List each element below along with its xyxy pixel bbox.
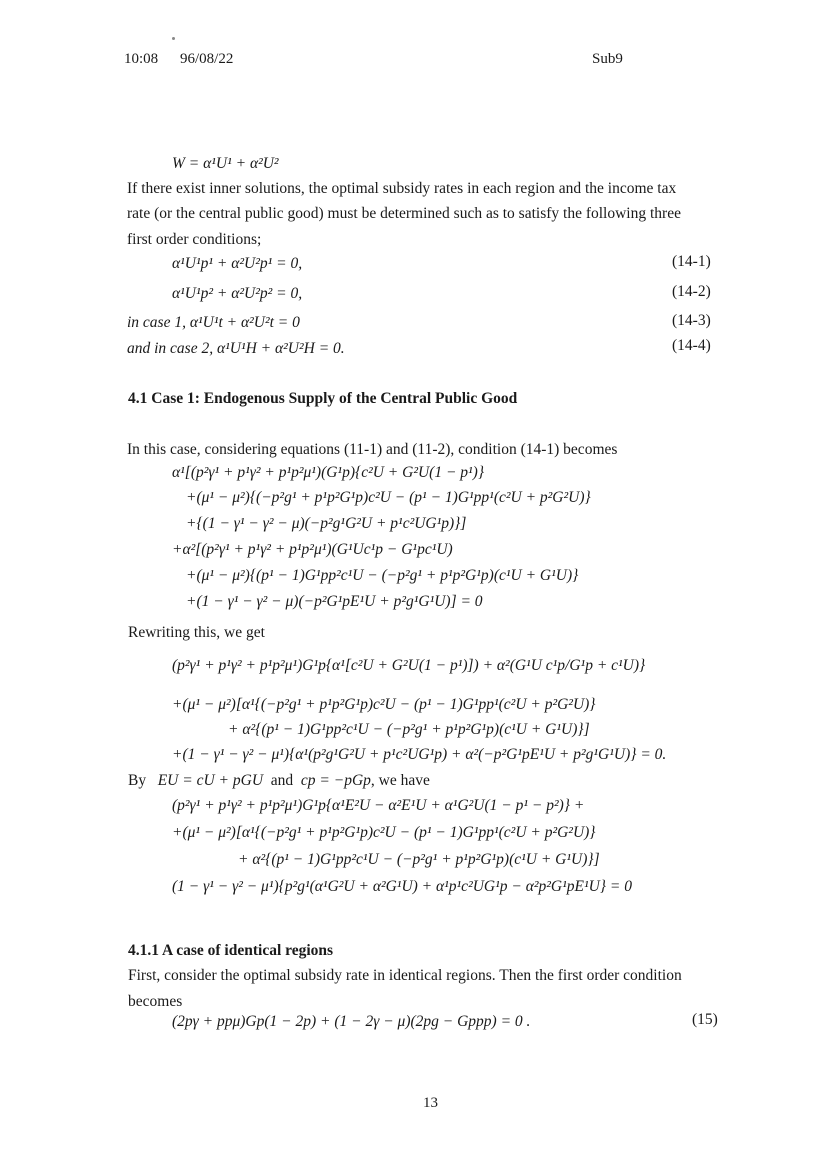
identity-cp: cp = −pGp: [300, 772, 371, 789]
derivation-3-line-4: (1 − γ¹ − γ² − μ¹){p²g¹(α¹G²U + α²G¹U) + α¹p¹c²UG¹p − α²p²G¹pE¹U} = 0: [172, 878, 632, 895]
subsection-line-2: becomes: [128, 993, 183, 1010]
final-equation: (2pγ + ppμ)Gp(1 − 2p) + (1 − 2γ − μ)(2pg − Gppp) = 0 .: [172, 1013, 531, 1030]
header-date: 96/08/22: [180, 51, 234, 67]
condition-14-1: α¹U¹p¹ + α²U²p¹ = 0,: [172, 255, 303, 272]
derivation-2-line-1: (p²γ¹ + p¹γ² + p¹p²μ¹)G¹p{α¹[c²U + G²U(1 − p¹)]) + α²(G¹U c¹p/G¹p + c¹U)}: [172, 657, 646, 674]
derivation-1-line-5: +(μ¹ − μ²){(p¹ − 1)G¹pp²c¹U − (−p²g¹ + p¹p²G¹p)(c¹U + G¹U)}: [186, 567, 579, 584]
section-heading: 4.1 Case 1: Endogenous Supply of the Central Public Good: [128, 390, 518, 407]
and-word: and: [270, 772, 294, 789]
derivation-3-line-1: (p²γ¹ + p¹γ² + p¹p²μ¹)G¹p{α¹E²U − α²E¹U + α¹G²U(1 − p¹ − p²)} +: [172, 797, 585, 814]
derivation-1-line-2: +(μ¹ − μ²){(−p²g¹ + p¹p²G¹p)c²U − (p¹ − 1)G¹pp¹(c²U + p²G²U)}: [186, 489, 591, 506]
header-file-label: Sub9: [592, 51, 623, 67]
intro-line-2: rate (or the central public good) must be determined such as to satisfy the following three: [127, 205, 681, 222]
intro-line-1: If there exist inner solutions, the optimal subsidy rates in each region and the income tax: [127, 180, 677, 197]
condition-14-4: and in case 2, α¹U¹H + α²U²H = 0.: [127, 340, 345, 357]
rewrite-label: Rewriting this, we get: [128, 624, 265, 641]
derivation-1-line-6: +(1 − γ¹ − γ² − μ)(−p²G¹pE¹U + p²g¹G¹U)] = 0: [186, 593, 483, 610]
derivation-2-line-4: +(1 − γ¹ − γ² − μ¹){α¹(p²g¹G²U + p¹c²UG¹p) + α²(−p²G¹pE¹U + p²g¹G¹U)} = 0.: [172, 746, 667, 763]
intro-line-3: first order conditions;: [127, 231, 262, 248]
condition-14-2: α¹U¹p² + α²U²p² = 0,: [172, 285, 303, 302]
section-intro: In this case, considering equations (11-1) and (11-2), condition (14-1) becomes: [127, 441, 618, 458]
scan-mark: [172, 37, 175, 40]
derivation-1-line-4: +α²[(p²γ¹ + p¹γ² + p¹p²μ¹)(G¹Uc¹p − G¹pc¹U): [172, 541, 453, 558]
subsection-line-1: First, consider the optimal subsidy rate in identical regions. Then the first order condition: [128, 967, 682, 984]
condition-14-4-number: (14-4): [672, 337, 711, 354]
derivation-3-line-2: +(μ¹ − μ²)[α¹{(−p²g¹ + p¹p²G¹p)c²U − (p¹ − 1)G¹pp¹(c²U + p²G²U)}: [172, 824, 596, 841]
derivation-1-line-3: +{(1 − γ¹ − γ² − μ)(−p²g¹G²U + p¹c²UG¹p)}]: [186, 515, 467, 532]
condition-14-1-number: (14-1): [672, 253, 711, 270]
derivation-3-line-3: + α²{(p¹ − 1)G¹pp²c¹U − (−p²g¹ + p¹p²G¹p)(c¹U + G¹U)}]: [238, 851, 600, 868]
derivation-1-line-1: α¹[(p²γ¹ + p¹γ² + p¹p²μ¹)(G¹p){c²U + G²U(1 − p¹)}: [172, 464, 485, 481]
header-timestamp: 10:08: [124, 51, 159, 67]
by-suffix: , we have: [370, 772, 430, 789]
subsection-heading: 4.1.1 A case of identical regions: [128, 942, 334, 959]
condition-14-2-number: (14-2): [672, 283, 711, 300]
final-equation-number: (15): [692, 1011, 718, 1028]
by-line: [128, 772, 430, 790]
identity-eu: EU = cU + pGU: [157, 772, 264, 789]
objective-equation: W = α¹U¹ + α²U²: [172, 155, 279, 172]
derivation-2-line-2: +(μ¹ − μ²)[α¹{(−p²g¹ + p¹p²G¹p)c²U − (p¹ − 1)G¹pp¹(c²U + p²G²U)}: [172, 696, 596, 713]
derivation-2-line-3: + α²{(p¹ − 1)G¹pp²c¹U − (−p²g¹ + p¹p²G¹p)(c¹U + G¹U)}]: [228, 721, 590, 738]
condition-14-3-number: (14-3): [672, 312, 711, 329]
by-label: By: [128, 772, 147, 789]
condition-14-3: in case 1, α¹U¹t + α²U²t = 0: [127, 314, 300, 331]
page-number: 13: [423, 1095, 438, 1111]
